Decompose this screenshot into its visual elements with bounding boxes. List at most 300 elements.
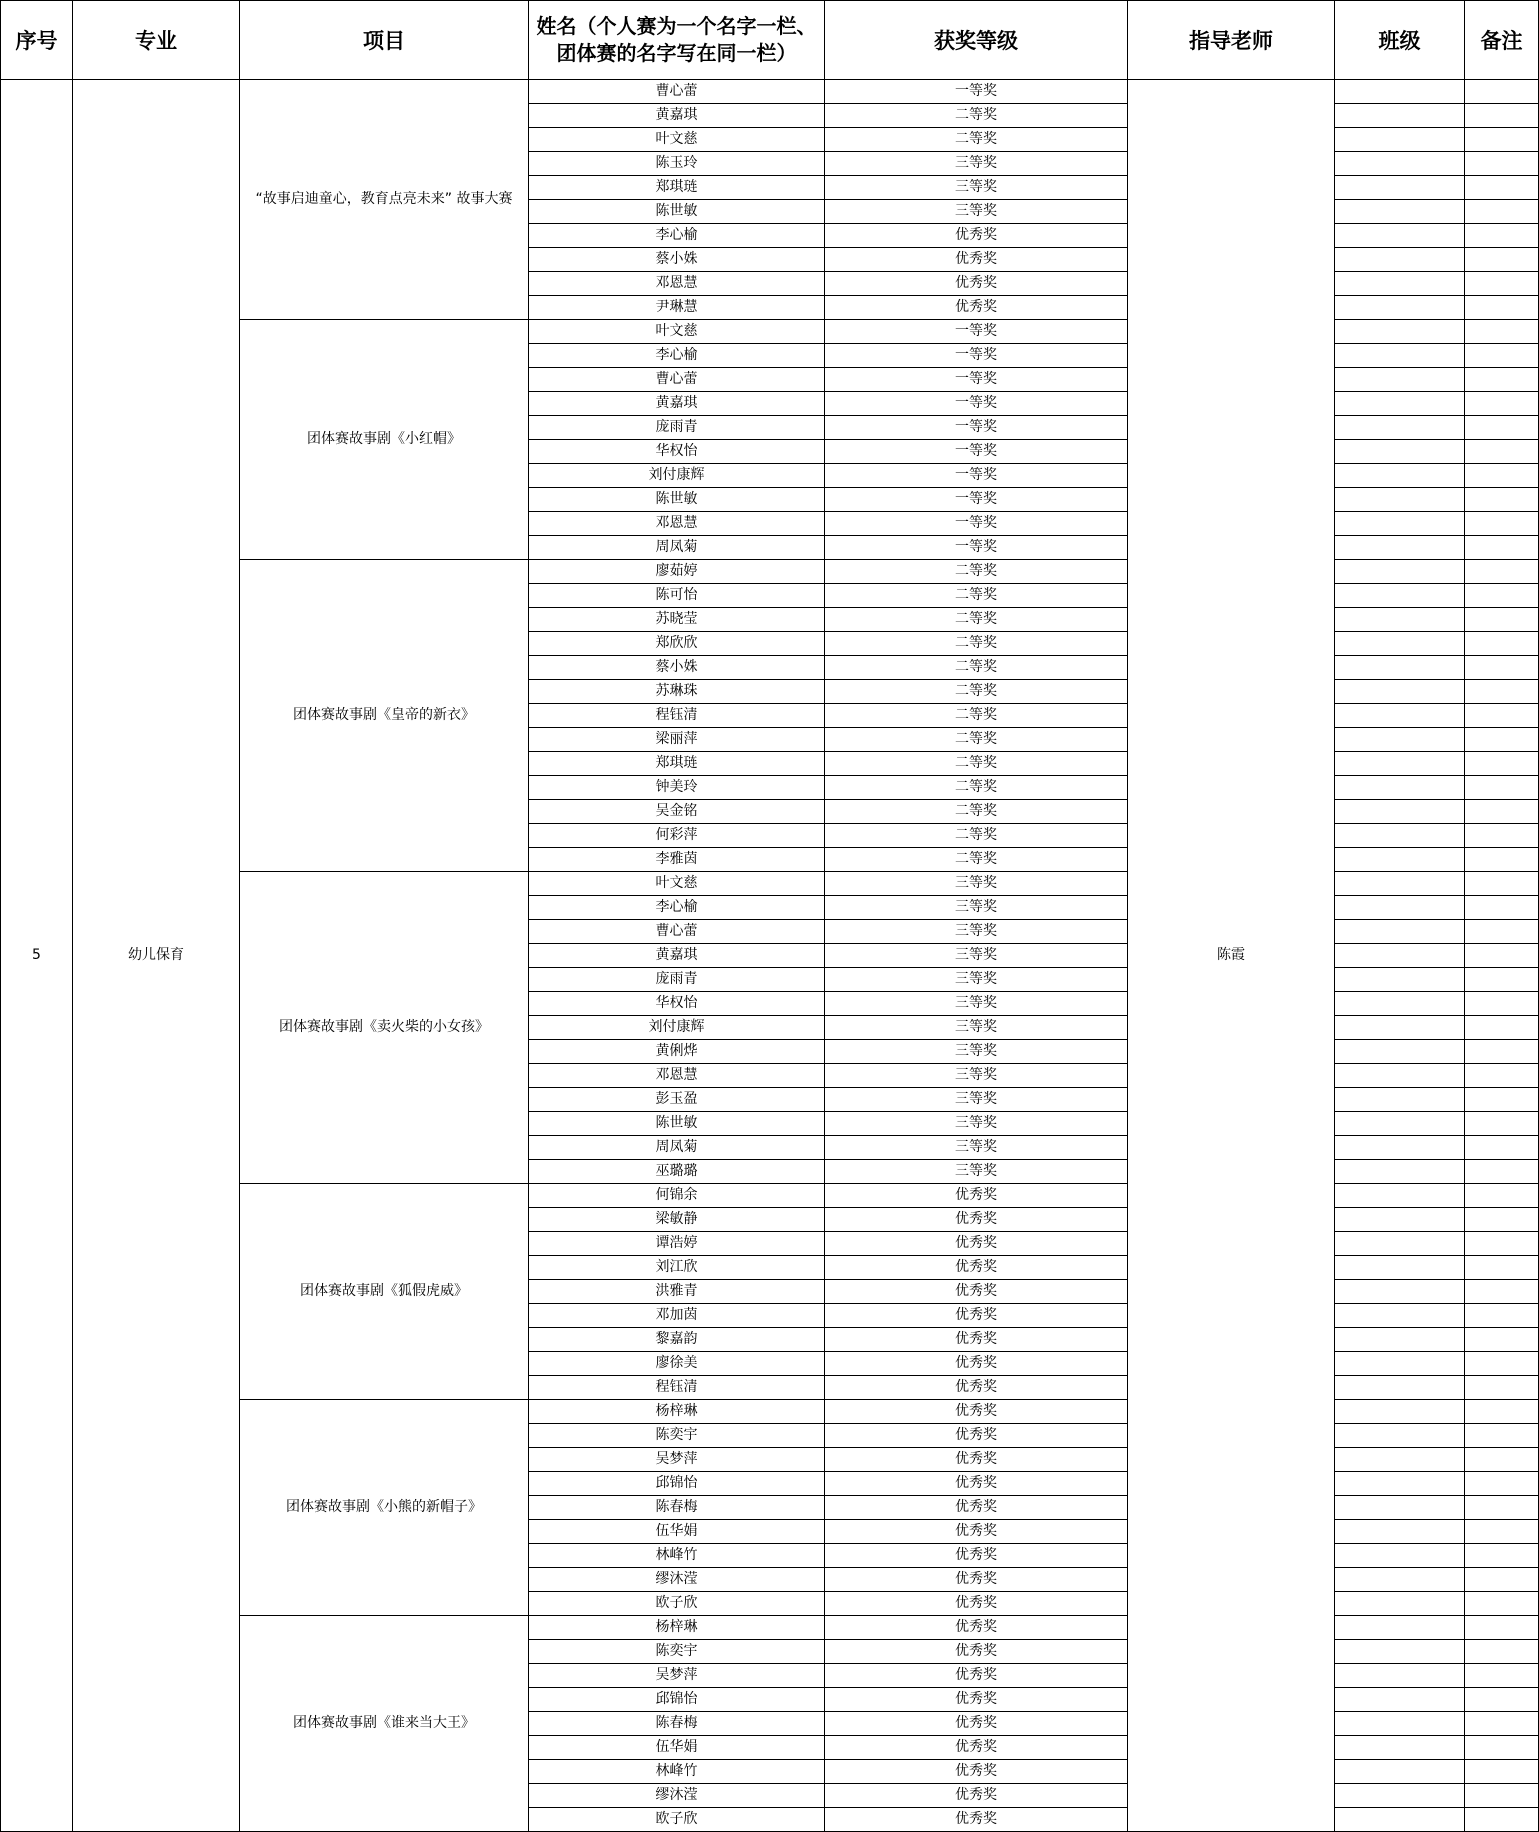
name-cell: 邓恩慧: [529, 512, 825, 536]
award-cell: 优秀奖: [825, 1640, 1128, 1664]
header-name: 姓名（个人赛为一个名字一栏、团体赛的名字写在同一栏）: [529, 1, 825, 80]
award-cell: 三等奖: [825, 152, 1128, 176]
remark-cell: [1465, 1736, 1539, 1760]
remark-cell: [1465, 944, 1539, 968]
header-major: 专业: [73, 1, 240, 80]
name-cell: 缪沐滢: [529, 1568, 825, 1592]
class-cell: [1335, 224, 1465, 248]
class-cell: [1335, 1184, 1465, 1208]
remark-cell: [1465, 512, 1539, 536]
award-cell: 优秀奖: [825, 1328, 1128, 1352]
remark-cell: [1465, 1760, 1539, 1784]
award-cell: 优秀奖: [825, 1184, 1128, 1208]
class-cell: [1335, 1136, 1465, 1160]
award-cell: 二等奖: [825, 704, 1128, 728]
award-cell: 二等奖: [825, 800, 1128, 824]
name-cell: 陈奕宇: [529, 1424, 825, 1448]
class-cell: [1335, 1376, 1465, 1400]
project-cell: 团体赛故事剧《卖火柴的小女孩》: [240, 872, 529, 1184]
remark-cell: [1465, 1208, 1539, 1232]
class-cell: [1335, 1616, 1465, 1640]
class-cell: [1335, 1088, 1465, 1112]
name-cell: 蔡小姝: [529, 656, 825, 680]
class-cell: [1335, 1280, 1465, 1304]
major-cell: 幼儿保育: [73, 80, 240, 1832]
name-cell: 黄嘉琪: [529, 944, 825, 968]
class-cell: [1335, 1016, 1465, 1040]
name-cell: 邱锦怡: [529, 1472, 825, 1496]
award-cell: 优秀奖: [825, 1808, 1128, 1832]
remark-cell: [1465, 1640, 1539, 1664]
remark-cell: [1465, 824, 1539, 848]
class-cell: [1335, 728, 1465, 752]
class-cell: [1335, 1760, 1465, 1784]
remark-cell: [1465, 200, 1539, 224]
name-cell: 苏晓莹: [529, 608, 825, 632]
name-cell: 郑琪琏: [529, 176, 825, 200]
name-cell: 刘付康辉: [529, 464, 825, 488]
award-cell: 一等奖: [825, 464, 1128, 488]
award-cell: 三等奖: [825, 944, 1128, 968]
remark-cell: [1465, 1424, 1539, 1448]
award-cell: 一等奖: [825, 416, 1128, 440]
award-cell: 三等奖: [825, 920, 1128, 944]
name-cell: 叶文慈: [529, 872, 825, 896]
class-cell: [1335, 440, 1465, 464]
name-cell: 廖徐美: [529, 1352, 825, 1376]
project-cell: 团体赛故事剧《小熊的新帽子》: [240, 1400, 529, 1616]
table-header: [1, 1, 1539, 80]
class-cell: [1335, 272, 1465, 296]
remark-cell: [1465, 272, 1539, 296]
award-cell: 优秀奖: [825, 1568, 1128, 1592]
award-cell: 优秀奖: [825, 1664, 1128, 1688]
remark-cell: [1465, 872, 1539, 896]
name-cell: 杨梓琳: [529, 1616, 825, 1640]
award-cell: 三等奖: [825, 1088, 1128, 1112]
name-cell: 伍华娟: [529, 1520, 825, 1544]
remark-cell: [1465, 1280, 1539, 1304]
class-cell: [1335, 1784, 1465, 1808]
class-cell: [1335, 320, 1465, 344]
remark-cell: [1465, 80, 1539, 104]
class-cell: [1335, 1736, 1465, 1760]
name-cell: 陈可怡: [529, 584, 825, 608]
name-cell: 庞雨青: [529, 968, 825, 992]
name-cell: 陈玉玲: [529, 152, 825, 176]
class-cell: [1335, 512, 1465, 536]
name-cell: 邱锦怡: [529, 1688, 825, 1712]
class-cell: [1335, 1256, 1465, 1280]
project-cell: 团体赛故事剧《谁来当大王》: [240, 1616, 529, 1832]
award-cell: 一等奖: [825, 368, 1128, 392]
class-cell: [1335, 848, 1465, 872]
class-cell: [1335, 1328, 1465, 1352]
remark-cell: [1465, 1496, 1539, 1520]
class-cell: [1335, 536, 1465, 560]
award-cell: 优秀奖: [825, 1232, 1128, 1256]
header-project: 项目: [240, 1, 529, 80]
class-cell: [1335, 488, 1465, 512]
remark-cell: [1465, 1232, 1539, 1256]
award-cell: 二等奖: [825, 824, 1128, 848]
class-cell: [1335, 1160, 1465, 1184]
remark-cell: [1465, 632, 1539, 656]
name-cell: 缪沐滢: [529, 1784, 825, 1808]
name-cell: 叶文慈: [529, 128, 825, 152]
remark-cell: [1465, 1616, 1539, 1640]
award-cell: 优秀奖: [825, 272, 1128, 296]
award-cell: 二等奖: [825, 680, 1128, 704]
project-cell: 团体赛故事剧《狐假虎威》: [240, 1184, 529, 1400]
name-cell: 邓恩慧: [529, 1064, 825, 1088]
name-cell: 李心榆: [529, 344, 825, 368]
remark-cell: [1465, 968, 1539, 992]
award-cell: 优秀奖: [825, 248, 1128, 272]
class-cell: [1335, 1424, 1465, 1448]
award-cell: 三等奖: [825, 1064, 1128, 1088]
table-row: [1, 80, 1539, 104]
header-class: 班级: [1335, 1, 1465, 80]
name-cell: 钟美玲: [529, 776, 825, 800]
class-cell: [1335, 776, 1465, 800]
name-cell: 华权怡: [529, 992, 825, 1016]
header-row: [1, 1, 1539, 80]
class-cell: [1335, 656, 1465, 680]
remark-cell: [1465, 1400, 1539, 1424]
award-cell: 二等奖: [825, 728, 1128, 752]
name-cell: 邓加茵: [529, 1304, 825, 1328]
name-cell: 伍华娟: [529, 1736, 825, 1760]
project-cell: 团体赛故事剧《小红帽》: [240, 320, 529, 560]
remark-cell: [1465, 1064, 1539, 1088]
seq-cell: 5: [1, 80, 73, 1832]
remark-cell: [1465, 1040, 1539, 1064]
class-cell: [1335, 392, 1465, 416]
award-cell: 一等奖: [825, 392, 1128, 416]
class-cell: [1335, 632, 1465, 656]
class-cell: [1335, 992, 1465, 1016]
project-cell: “故事启迪童心，教育点亮未来” 故事大赛: [240, 80, 529, 320]
class-cell: [1335, 1520, 1465, 1544]
remark-cell: [1465, 248, 1539, 272]
name-cell: 华权怡: [529, 440, 825, 464]
name-cell: 陈春梅: [529, 1496, 825, 1520]
class-cell: [1335, 1472, 1465, 1496]
remark-cell: [1465, 1088, 1539, 1112]
remark-cell: [1465, 1472, 1539, 1496]
remark-cell: [1465, 560, 1539, 584]
name-cell: 林峰竹: [529, 1760, 825, 1784]
class-cell: [1335, 752, 1465, 776]
award-cell: 优秀奖: [825, 1256, 1128, 1280]
award-cell: 二等奖: [825, 752, 1128, 776]
award-cell: 优秀奖: [825, 1520, 1128, 1544]
remark-cell: [1465, 440, 1539, 464]
class-cell: [1335, 1064, 1465, 1088]
name-cell: 刘付康辉: [529, 1016, 825, 1040]
name-cell: 李雅茵: [529, 848, 825, 872]
class-cell: [1335, 368, 1465, 392]
class-cell: [1335, 1664, 1465, 1688]
class-cell: [1335, 1712, 1465, 1736]
remark-cell: [1465, 1808, 1539, 1832]
award-cell: 一等奖: [825, 512, 1128, 536]
name-cell: 谭浩婷: [529, 1232, 825, 1256]
award-cell: 二等奖: [825, 848, 1128, 872]
name-cell: 尹琳慧: [529, 296, 825, 320]
award-cell: 三等奖: [825, 896, 1128, 920]
remark-cell: [1465, 848, 1539, 872]
award-cell: 优秀奖: [825, 1400, 1128, 1424]
teacher-cell: 陈霞: [1128, 80, 1335, 1832]
award-cell: 三等奖: [825, 1016, 1128, 1040]
award-cell: 优秀奖: [825, 1544, 1128, 1568]
class-cell: [1335, 1496, 1465, 1520]
name-cell: 何锦余: [529, 1184, 825, 1208]
class-cell: [1335, 1568, 1465, 1592]
class-cell: [1335, 464, 1465, 488]
remark-cell: [1465, 416, 1539, 440]
name-cell: 陈春梅: [529, 1712, 825, 1736]
class-cell: [1335, 128, 1465, 152]
name-cell: 邓恩慧: [529, 272, 825, 296]
award-cell: 三等奖: [825, 872, 1128, 896]
remark-cell: [1465, 488, 1539, 512]
class-cell: [1335, 1112, 1465, 1136]
remark-cell: [1465, 128, 1539, 152]
remark-cell: [1465, 1304, 1539, 1328]
project-cell: 团体赛故事剧《皇帝的新衣》: [240, 560, 529, 872]
name-cell: 李心榆: [529, 224, 825, 248]
remark-cell: [1465, 1160, 1539, 1184]
class-cell: [1335, 704, 1465, 728]
class-cell: [1335, 1304, 1465, 1328]
remark-cell: [1465, 800, 1539, 824]
remark-cell: [1465, 1184, 1539, 1208]
award-cell: 二等奖: [825, 632, 1128, 656]
class-cell: [1335, 944, 1465, 968]
remark-cell: [1465, 728, 1539, 752]
award-cell: 一等奖: [825, 440, 1128, 464]
remark-cell: [1465, 1016, 1539, 1040]
class-cell: [1335, 1232, 1465, 1256]
name-cell: 陈世敏: [529, 488, 825, 512]
award-cell: 优秀奖: [825, 1496, 1128, 1520]
award-cell: 二等奖: [825, 608, 1128, 632]
remark-cell: [1465, 1688, 1539, 1712]
remark-cell: [1465, 152, 1539, 176]
class-cell: [1335, 1040, 1465, 1064]
remark-cell: [1465, 320, 1539, 344]
remark-cell: [1465, 1520, 1539, 1544]
remark-cell: [1465, 1592, 1539, 1616]
remark-cell: [1465, 536, 1539, 560]
class-cell: [1335, 824, 1465, 848]
remark-cell: [1465, 1784, 1539, 1808]
award-cell: 一等奖: [825, 344, 1128, 368]
class-cell: [1335, 344, 1465, 368]
award-cell: 一等奖: [825, 488, 1128, 512]
remark-cell: [1465, 752, 1539, 776]
award-cell: 一等奖: [825, 80, 1128, 104]
class-cell: [1335, 872, 1465, 896]
award-cell: 三等奖: [825, 1136, 1128, 1160]
class-cell: [1335, 1448, 1465, 1472]
name-cell: 梁丽萍: [529, 728, 825, 752]
award-cell: 优秀奖: [825, 1424, 1128, 1448]
remark-cell: [1465, 776, 1539, 800]
name-cell: 欧子欣: [529, 1592, 825, 1616]
name-cell: 曹心蕾: [529, 920, 825, 944]
remark-cell: [1465, 920, 1539, 944]
award-cell: 二等奖: [825, 104, 1128, 128]
award-cell: 三等奖: [825, 176, 1128, 200]
header-teacher: 指导老师: [1128, 1, 1335, 80]
class-cell: [1335, 800, 1465, 824]
award-cell: 三等奖: [825, 968, 1128, 992]
remark-cell: [1465, 704, 1539, 728]
table-body: [1, 80, 1539, 1832]
award-cell: 优秀奖: [825, 1208, 1128, 1232]
remark-cell: [1465, 224, 1539, 248]
class-cell: [1335, 968, 1465, 992]
award-cell: 三等奖: [825, 200, 1128, 224]
name-cell: 曹心蕾: [529, 80, 825, 104]
name-cell: 庞雨青: [529, 416, 825, 440]
name-cell: 陈世敏: [529, 1112, 825, 1136]
class-cell: [1335, 1688, 1465, 1712]
remark-cell: [1465, 392, 1539, 416]
award-cell: 二等奖: [825, 128, 1128, 152]
award-cell: 三等奖: [825, 1160, 1128, 1184]
award-cell: 优秀奖: [825, 1376, 1128, 1400]
name-cell: 欧子欣: [529, 1808, 825, 1832]
remark-cell: [1465, 992, 1539, 1016]
remark-cell: [1465, 680, 1539, 704]
name-cell: 黎嘉韵: [529, 1328, 825, 1352]
remark-cell: [1465, 1112, 1539, 1136]
name-cell: 程钰清: [529, 1376, 825, 1400]
name-cell: 周凤菊: [529, 1136, 825, 1160]
class-cell: [1335, 176, 1465, 200]
remark-cell: [1465, 1376, 1539, 1400]
class-cell: [1335, 1808, 1465, 1832]
remark-cell: [1465, 608, 1539, 632]
name-cell: 周凤菊: [529, 536, 825, 560]
name-cell: 杨梓琳: [529, 1400, 825, 1424]
class-cell: [1335, 1352, 1465, 1376]
name-cell: 苏琳珠: [529, 680, 825, 704]
class-cell: [1335, 200, 1465, 224]
award-cell: 优秀奖: [825, 1592, 1128, 1616]
class-cell: [1335, 104, 1465, 128]
remark-cell: [1465, 584, 1539, 608]
award-cell: 一等奖: [825, 320, 1128, 344]
award-cell: 优秀奖: [825, 224, 1128, 248]
name-cell: 黄嘉琪: [529, 104, 825, 128]
remark-cell: [1465, 1256, 1539, 1280]
name-cell: 李心榆: [529, 896, 825, 920]
class-cell: [1335, 152, 1465, 176]
name-cell: 吴梦萍: [529, 1448, 825, 1472]
name-cell: 廖茹婷: [529, 560, 825, 584]
name-cell: 吴金铭: [529, 800, 825, 824]
remark-cell: [1465, 656, 1539, 680]
remark-cell: [1465, 1712, 1539, 1736]
award-cell: 优秀奖: [825, 1352, 1128, 1376]
class-cell: [1335, 248, 1465, 272]
class-cell: [1335, 920, 1465, 944]
remark-cell: [1465, 176, 1539, 200]
award-cell: 优秀奖: [825, 1688, 1128, 1712]
remark-cell: [1465, 464, 1539, 488]
class-cell: [1335, 1592, 1465, 1616]
name-cell: 曹心蕾: [529, 368, 825, 392]
class-cell: [1335, 680, 1465, 704]
name-cell: 陈世敏: [529, 200, 825, 224]
remark-cell: [1465, 368, 1539, 392]
award-cell: 优秀奖: [825, 1472, 1128, 1496]
name-cell: 梁敏静: [529, 1208, 825, 1232]
name-cell: 陈奕宇: [529, 1640, 825, 1664]
class-cell: [1335, 1208, 1465, 1232]
name-cell: 彭玉盈: [529, 1088, 825, 1112]
name-cell: 何彩萍: [529, 824, 825, 848]
class-cell: [1335, 1640, 1465, 1664]
remark-cell: [1465, 896, 1539, 920]
remark-cell: [1465, 1328, 1539, 1352]
award-cell: 二等奖: [825, 584, 1128, 608]
remark-cell: [1465, 104, 1539, 128]
name-cell: 洪雅青: [529, 1280, 825, 1304]
class-cell: [1335, 1544, 1465, 1568]
name-cell: 郑琪琏: [529, 752, 825, 776]
remark-cell: [1465, 1352, 1539, 1376]
award-cell: 优秀奖: [825, 1304, 1128, 1328]
award-cell: 三等奖: [825, 992, 1128, 1016]
award-cell: 优秀奖: [825, 1760, 1128, 1784]
class-cell: [1335, 296, 1465, 320]
award-cell: 一等奖: [825, 536, 1128, 560]
name-cell: 巫璐璐: [529, 1160, 825, 1184]
remark-cell: [1465, 1568, 1539, 1592]
header-seq: 序号: [1, 1, 73, 80]
name-cell: 吴梦萍: [529, 1664, 825, 1688]
award-cell: 优秀奖: [825, 1784, 1128, 1808]
header-award: 获奖等级: [825, 1, 1128, 80]
class-cell: [1335, 608, 1465, 632]
award-cell: 优秀奖: [825, 1448, 1128, 1472]
award-cell: 三等奖: [825, 1112, 1128, 1136]
award-cell: 二等奖: [825, 776, 1128, 800]
header-remark: 备注: [1465, 1, 1539, 80]
remark-cell: [1465, 1136, 1539, 1160]
award-cell: 优秀奖: [825, 1736, 1128, 1760]
award-cell: 优秀奖: [825, 1280, 1128, 1304]
class-cell: [1335, 896, 1465, 920]
remark-cell: [1465, 296, 1539, 320]
award-cell: 优秀奖: [825, 1616, 1128, 1640]
remark-cell: [1465, 1664, 1539, 1688]
name-cell: 叶文慈: [529, 320, 825, 344]
class-cell: [1335, 560, 1465, 584]
award-cell: 二等奖: [825, 656, 1128, 680]
award-cell: 三等奖: [825, 1040, 1128, 1064]
name-cell: 黄俐烨: [529, 1040, 825, 1064]
remark-cell: [1465, 1544, 1539, 1568]
name-cell: 黄嘉琪: [529, 392, 825, 416]
